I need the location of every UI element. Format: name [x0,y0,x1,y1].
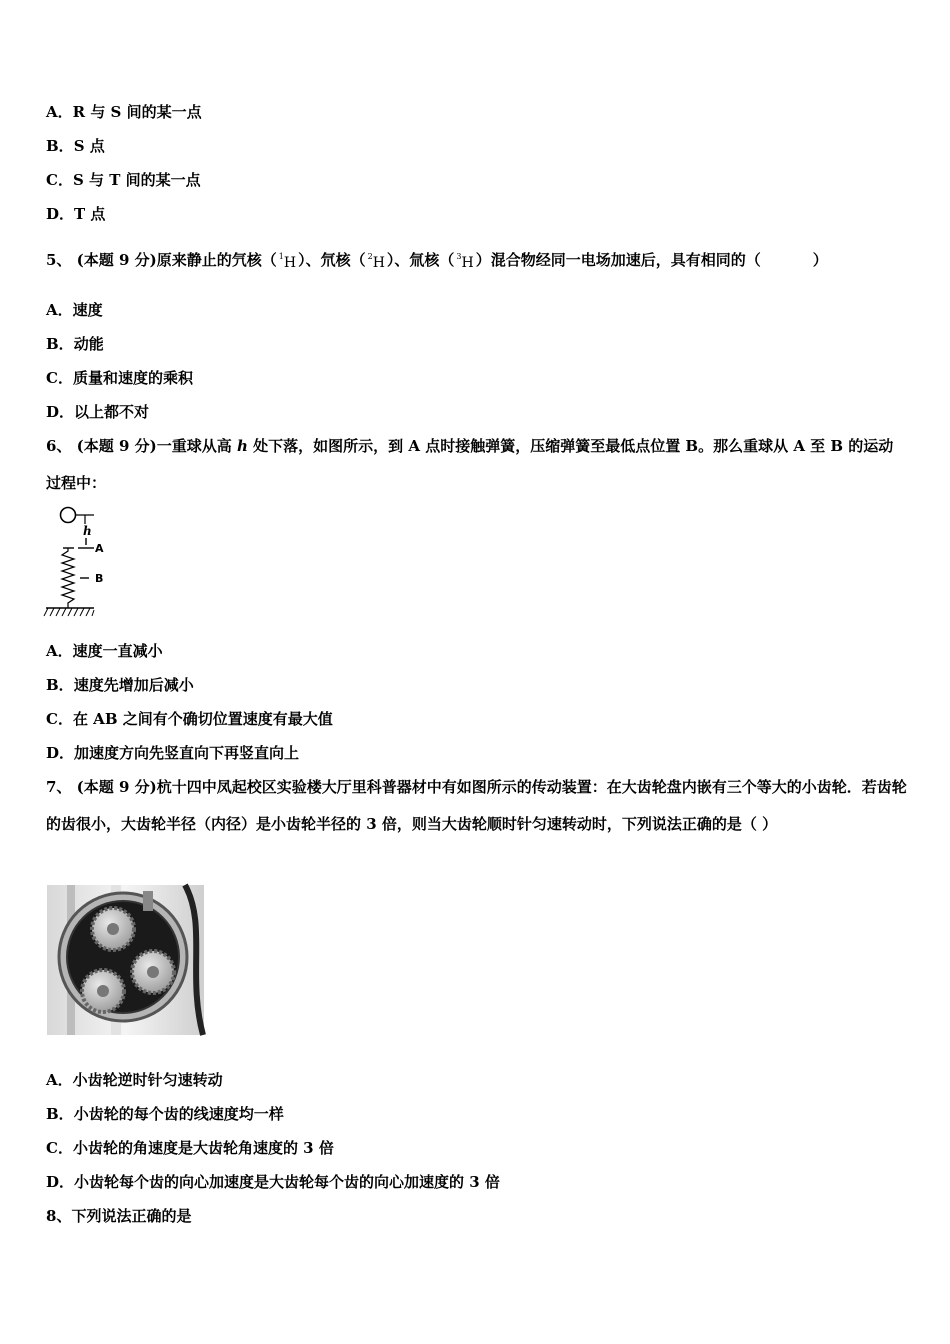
q5-option-d[interactable]: D．以上都不对 [46,403,150,421]
q7-stem: 7、 (本题 9 分)杭十四中凤起校区实验楼大厅里科普器材中有如图所示的传动装置：在大齿轮盘内嵌有三个等大的小齿轮．若齿轮的齿很小，大齿轮半径（内径）是小齿轮半径的 3 倍，则当大齿轮顺时针匀速转动时，下列说法正确的是（ ） [46,778,907,833]
label-b: B [95,572,104,585]
q8-stem: 8、下列说法正确的是 [46,1207,192,1225]
tritium-symbol: $^3$H [456,252,474,271]
small-gear-top [92,908,134,950]
q5-stem: 5、 (本题 9 分)原来静止的氕核（ $^1$H ）、氘核（ $^2$H ）、氚核（ $^3$H ）混合物经同一电场加速后，具有相同的（ ） [46,250,828,275]
q4-option-c[interactable]: C．S 与 T 间的某一点 [46,171,201,189]
ball-icon [61,508,76,523]
q7-option-b[interactable]: B．小齿轮的每个齿的线速度均一样 [46,1105,284,1123]
q4-option-d[interactable]: D．T 点 [46,205,106,223]
q5-option-b[interactable]: B．动能 [46,335,104,353]
spring-icon [62,548,74,608]
gear-device-photo [47,885,204,1035]
q6-option-a[interactable]: A．速度一直减小 [46,642,163,660]
spring-ball-figure [44,504,104,622]
q6-option-c[interactable]: C．在 AB 之间有个确切位置速度有最大值 [46,710,333,728]
q5-option-c[interactable]: C．质量和速度的乘积 [46,369,193,387]
q4-option-a[interactable]: A．R 与 S 间的某一点 [46,103,202,121]
label-a: A [95,542,104,555]
q6-option-b[interactable]: B．速度先增加后减小 [46,676,194,694]
q7-option-d[interactable]: D．小齿轮每个齿的向心加速度是大齿轮每个齿的向心加速度的 3 倍 [46,1173,500,1191]
deuterium-symbol: $^2$H [367,252,385,271]
protium-symbol: $^1$H [278,252,297,271]
q6-stem: 6、 (本题 9 分)一重球从高 h 处下落，如图所示，到 A 点时接触弹簧，压缩弹簧至最低点位置 B。那么重球从 A 至 B 的运动过程中： [46,437,894,492]
q7-option-c[interactable]: C．小齿轮的角速度是大齿轮角速度的 3 倍 [46,1139,334,1157]
label-h: h [83,524,92,538]
q4-option-b[interactable]: B．S 点 [46,137,105,155]
small-gear-right [132,951,174,993]
q6-option-d[interactable]: D．加速度方向先竖直向下再竖直向上 [46,744,300,762]
q5-option-a[interactable]: A．速度 [46,301,103,319]
q7-option-a[interactable]: A．小齿轮逆时针匀速转动 [46,1071,223,1089]
small-gear-bottom [82,970,124,1012]
